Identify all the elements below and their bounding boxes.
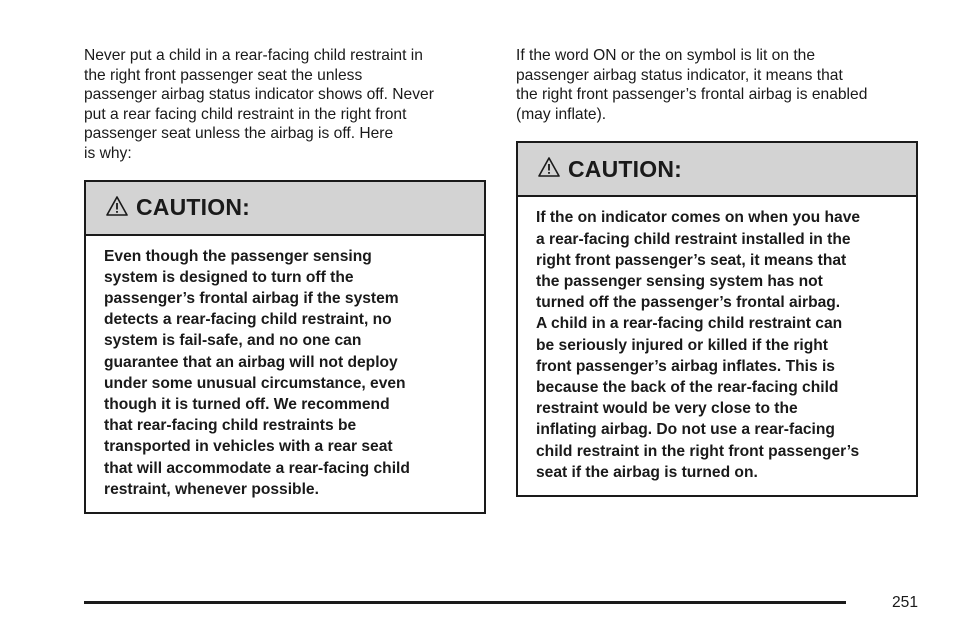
left-intro-paragraph: Never put a child in a rear-facing child restraint in the right front passenger seat the unless passenger airbag status indicator shows off. Never put a rear facing child restraint in the right front passenger seat unless the airbag is off. Here is why:: [84, 47, 434, 162]
right-caution-box: [516, 141, 918, 497]
right-caution-header: [518, 143, 916, 197]
left-caution-header: [86, 182, 484, 236]
page-number: 251: [891, 594, 918, 611]
left-caution-box: [84, 180, 486, 514]
left-caution-title: CAUTION:: [136, 194, 251, 221]
right-column: [516, 46, 918, 497]
warning-triangle-icon: [106, 195, 128, 217]
left-column: [84, 46, 486, 514]
right-caution-body: If the on indicator comes on when you have a rear-facing child restraint installed in the right front passenger’s seat, it means that the passenger sensing system has not turned off the passenger’s frontal airbag. A child in a rear-facing child restraint can be seriously injured or killed if the right front passenger’s airbag inflates. This is because the back of the rear-facing child restraint would be very close to the inflating airbag. Do not use a rear-facing child restraint in the right front passenger’s seat if the airbag is turned on.: [536, 209, 861, 481]
left-caution-body: Even though the passenger sensing system is designed to turn off the passenger’s frontal airbag if the system detects a rear-facing child restraint, no system is fail-safe, and no one can guarantee that an airbag will not deploy under some unusual circumstance, even though it is turned off. We recommend that rear-facing child restraints be transported in vehicles with a rear seat that will accommodate a rear-facing child restraint, whenever possible.: [104, 247, 410, 498]
right-caution-title: CAUTION:: [568, 155, 683, 182]
right-intro-paragraph: If the word ON or the on symbol is lit on the passenger airbag status indicator, it means that the right front passenger’s frontal airbag is enabled (may inflate).: [516, 47, 868, 123]
footer-rule: [84, 601, 846, 604]
warning-triangle-icon: [538, 156, 560, 178]
